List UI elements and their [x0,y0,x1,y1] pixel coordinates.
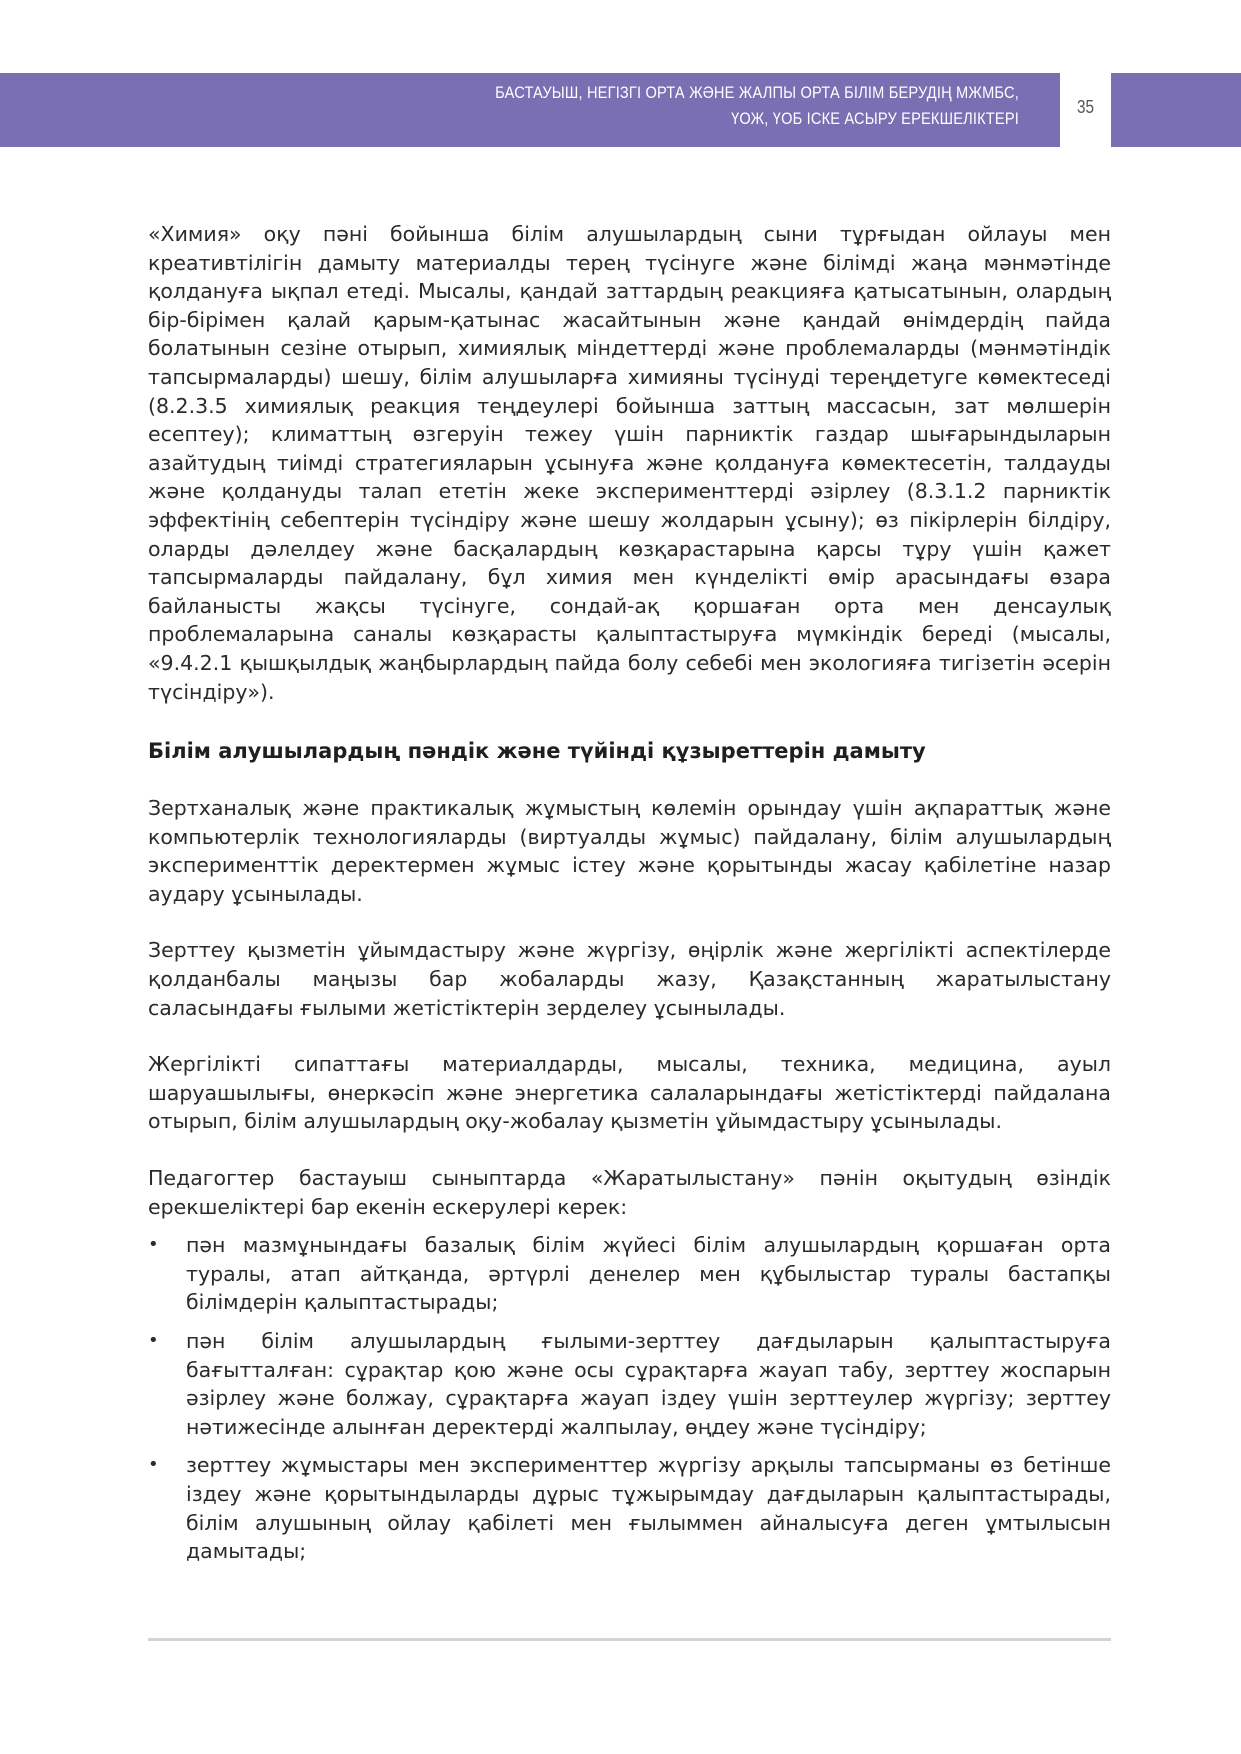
bullet-icon: • [148,1234,159,1256]
list-item [148,1327,1111,1441]
paragraph-chemistry: «Химия» оқу пәні бойынша білім алушылардың сыни тұрғыдан ойлауы мен креативтілігін дамыту материалды терең түсінуге және білімді жаңа мәнмәтінде қолдануға ықпал етеді. Мысалы, қандай заттардың реакцияға қатысатынын, олардың бір-бірімен қалай қарым-қатынас жасайтынын және қандай өнімдердің пайда болатынын сезіне отырып, химиялық міндеттерді және проблемаларды (мәнмәтіндік тапсырмаларды) шешу, білім алушыларға химияны түсінуді тереңдетуге көмектеседі (8.2.3.5 химиялық реакция теңдеулері бойынша заттың массасын, зат мөлшерін есептеу); климаттың өзгеруін тежеу үшін парниктік газдар шығарындыларын азайтудың тиімді стратегияларын ұсынуға және қолдануға көмектесетін, талдауды және қолдануды талап ететін жеке эксперименттерді әзірлеу (8.3.1.2 парниктік эффектінің себептерін түсіндіру және шешу жолдарын ұсыну); өз пікірлерін білдіру, оларды дәлелдеу және басқалардың көзқарастарына қарсы тұру үшін қажет тапсырмаларды пайдалану, бұл химия мен күнделікті өмір арасындағы өзара байланысты жақсы түсінуге, сондай-ақ қоршаған орта мен денсаулық проблемаларына саналы көзқарасты қалыптастыруға мүмкіндік береді (мысалы, «9.4.2.1 қышқылдық жаңбырлардың пайда болу себебі мен экологияға тигізетін әсерін түсіндіру»). [148,222,1111,704]
running-header [417,80,1019,132]
bottom-divider [148,1638,1111,1641]
paragraph-local-materials: Жергілікті сипаттағы материалдарды, мысалы, техника, медицина, ауыл шаруашылығы, өнеркәсіп және энергетика салаларындағы жетістіктерді пайдалана отырып, білім алушылардың оқу-жобалау қызметін ұйымдастыру ұсынылады. [148,1052,1111,1134]
paragraph-lab-work: Зертханалық және практикалық жұмыстың көлемін орындау үшін ақпараттық және компьютерлік технологияларды (виртуалды жұмыс) пайдалану, білім алушылардың эксперименттік деректермен жұмыс істеу және қорытынды жасау қабілетіне назар аудару ұсынылады. [148,796,1111,906]
list-item [148,1451,1111,1565]
bullet-icon: • [148,1330,159,1351]
running-header-line2: ҮОЖ, ҮОБ ІСКЕ АСЫРУ ЕРЕКШЕЛІКТЕРІ [731,109,1019,128]
bullet-icon: • [148,1454,159,1476]
list-item-text: пән мазмұнындағы базалық білім жүйесі білім алушылардың қоршаған орта туралы, атап айтқанда, әртүрлі денелер мен құбылыстар туралы бастапқы білімдерін қалыптастырады; [186,1233,1111,1315]
list-item-text: зерттеу жұмыстары мен эксперименттер жүргізу арқылы тапсырманы өз бетінше іздеу және қорытындыларды дұрыс тұжырымдау дағдыларын қалыптастырады, білім алушының ойлау қабілеті мен ғылыммен айналысуға деген ұмтылысын дамытады; [186,1453,1111,1564]
list-item-text: пән білім алушылардың ғылыми-зерттеу дағдыларын қалыптастыруға бағытталған: сұрақтар қою және осы сұрақтарға жауап табу, зерттеу жоспарын әзірлеу және болжау, сұрақтарға жауап іздеу үшін зерттеулер жүргізу; зерттеу нәтижесінде алынған деректерді жалпылау, өңдеу және түсіндіру; [186,1329,1111,1439]
page-number: 35 [1076,97,1095,117]
running-header-line1: БАСТАУЫШ, НЕГІЗГІ ОРТА ЖӘНЕ ЖАЛПЫ ОРТА БІЛІМ БЕРУДІҢ МЖМБС, [495,83,1020,102]
list-item [148,1231,1111,1317]
page-content [148,220,1111,1566]
paragraph-teachers: Педагогтер бастауыш сыныптарда «Жаратылыстану» пәнін оқытудың өзіндік ерекшеліктері бар екенін ескерулері керек: [148,1166,1111,1219]
bullet-list [148,1231,1111,1566]
section-heading: Білім алушылардың пәндік және түйінді құзыреттерін дамыту [148,739,926,764]
paragraph-research: Зерттеу қызметін ұйымдастыру және жүргізу, өңірлік және жергілікті аспектілерде қолданбалы маңызы бар жобаларды жазу, Қазақстанның жаратылыстану саласындағы ғылыми жетістіктерін зерделеу ұсынылады. [148,938,1111,1020]
